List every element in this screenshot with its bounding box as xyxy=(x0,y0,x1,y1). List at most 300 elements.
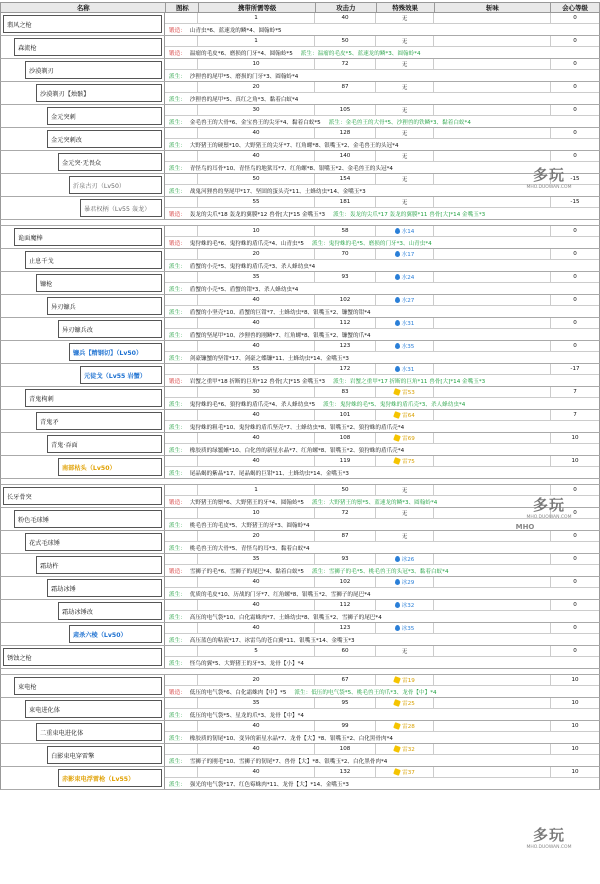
weapon-materials: 派生： 怪鸟的翼*5、大野猪王的牙*3、龙骨【小】*4 xyxy=(169,660,304,667)
weapon-icon-cell xyxy=(165,249,198,259)
weapon-table xyxy=(0,2,600,790)
watermark-logo: MHO xyxy=(515,523,535,531)
weapon-effect: 雷53 xyxy=(376,387,434,397)
weapon-effect: 冰26 xyxy=(376,554,434,564)
watermark-site: MHO.DUOWAN.COM xyxy=(526,515,572,520)
weapon-materials: 锻造： 低压的电气袋*6、白化霜蛛肉【中】*5 派生：低压的电气袋*5、桃毛兽王的爪*3、龙骨【中】*4 xyxy=(169,689,437,696)
weapon-attack: 95 xyxy=(315,698,376,708)
weapon-crit: 10 xyxy=(571,769,579,775)
weapon-icon-cell xyxy=(165,36,198,46)
weapon-crit: -15 xyxy=(570,199,580,205)
weapon-icon-cell xyxy=(165,295,198,305)
weapon-row xyxy=(0,387,600,410)
thunder-element-icon xyxy=(393,768,401,776)
weapon-crit: 0 xyxy=(573,130,577,136)
weapon-materials: 派生： 盾蟹的小壳*5、盾蟹的钳*3、杀人蜂幼虫*4 xyxy=(169,286,299,293)
weapon-name-cell xyxy=(1,387,165,409)
weapon-name-cell xyxy=(1,249,165,271)
weapon-crit: 10 xyxy=(571,435,579,441)
weapon-effect: 水24 xyxy=(376,272,434,282)
weapon-attack: 123 xyxy=(315,341,376,351)
weapon-attack: 123 xyxy=(315,623,376,633)
weapon-crit: 0 xyxy=(573,533,577,539)
weapon-row xyxy=(0,197,600,220)
weapon-attack: 58 xyxy=(315,226,376,236)
weapon-sharpness xyxy=(434,318,551,328)
weapon-name-cell xyxy=(1,410,165,432)
header-effect: 特殊效果 xyxy=(377,3,435,12)
weapon-effect: 雷69 xyxy=(376,433,434,443)
weapon-level: 35 xyxy=(198,554,315,564)
weapon-crit: 7 xyxy=(573,412,577,418)
thunder-element-icon xyxy=(393,457,401,465)
weapon-name[interactable]: 元徒戈（Lv55 岩蟹） xyxy=(80,366,162,384)
weapon-materials: 锻造： 雪狮子的毛*6、雪狮子的尾巴*4、黏着白蚁*5 派生：雪狮子的毛*5、桃毛兽王的头冠*3、黏着白蚁*4 xyxy=(169,568,449,575)
weapon-level: 40 xyxy=(198,721,315,731)
weapon-name-cell xyxy=(1,623,165,645)
weapon-crit: 0 xyxy=(573,487,577,493)
weapon-name-cell xyxy=(1,226,165,248)
weapon-name[interactable]: 沙漠剃刃 xyxy=(25,61,162,79)
weapon-sharpness xyxy=(434,36,551,46)
weapon-level: 20 xyxy=(198,82,315,92)
weapon-sharpness xyxy=(434,456,551,466)
weapon-row xyxy=(0,364,600,387)
weapon-sharpness xyxy=(434,767,551,777)
weapon-level: 55 xyxy=(198,364,315,374)
weapon-sharpness xyxy=(434,82,551,92)
weapon-effect: 无 xyxy=(376,13,434,23)
weapon-name[interactable]: 青鬼枸刺 xyxy=(25,389,162,407)
weapon-materials: 锻造： 山青虫*6、蓝速龙的鳞*4、圆翰蛉*5 xyxy=(169,27,282,34)
weapon-crit: 0 xyxy=(573,15,577,21)
weapon-crit: 0 xyxy=(573,579,577,585)
weapon-crit: 0 xyxy=(573,38,577,44)
weapon-level: 1 xyxy=(198,485,315,495)
weapon-name[interactable]: 镰枪 xyxy=(36,274,162,292)
weapon-attack: 60 xyxy=(315,646,376,656)
weapon-attack: 40 xyxy=(315,13,376,23)
weapon-level: 40 xyxy=(198,410,315,420)
weapon-attack: 112 xyxy=(315,318,376,328)
weapon-crit: 0 xyxy=(573,297,577,303)
weapon-name-cell xyxy=(1,698,165,720)
weapon-effect: 无 xyxy=(376,151,434,161)
weapon-row xyxy=(0,433,600,456)
weapon-effect: 无 xyxy=(376,105,434,115)
weapon-effect: 雷75 xyxy=(376,456,434,466)
weapon-name[interactable]: 霜劫冰锤 xyxy=(47,579,162,597)
weapon-attack: 108 xyxy=(315,433,376,443)
weapon-name[interactable]: 长牙骨突 xyxy=(3,487,162,505)
header-crit: 会心等级 xyxy=(562,4,588,12)
weapon-name-cell xyxy=(1,13,165,35)
weapon-name[interactable]: 霜劫杵 xyxy=(36,556,162,574)
water-element-icon xyxy=(395,579,400,585)
water-element-icon xyxy=(395,228,400,234)
weapon-name[interactable]: 沙漠剃刃【烛骸】 xyxy=(36,84,162,102)
weapon-row xyxy=(0,36,600,59)
weapon-icon-cell xyxy=(165,318,198,328)
weapon-name[interactable]: 暴君权柄（Lv55 轰龙） xyxy=(80,199,162,217)
weapon-attack: 108 xyxy=(315,744,376,754)
weapon-row xyxy=(0,744,600,767)
weapon-row xyxy=(0,577,600,600)
weapon-icon-cell xyxy=(165,226,198,236)
weapon-row xyxy=(0,646,600,669)
water-element-icon xyxy=(395,251,400,257)
weapon-name[interactable]: 束电进化体 xyxy=(25,700,162,718)
weapon-level: 20 xyxy=(198,531,315,541)
weapon-crit: 0 xyxy=(573,228,577,234)
weapon-crit: 10 xyxy=(571,458,579,464)
weapon-crit: 0 xyxy=(573,648,577,654)
weapon-crit: 10 xyxy=(571,746,579,752)
weapon-name[interactable]: 翡风之枪 xyxy=(3,15,162,33)
weapon-materials: 派生： 橡胶质的韧尾*10、变异的新星水晶*7、龙骨【大】*8、银嘴玉*2、白化黑骨肉*4 xyxy=(169,735,393,742)
weapon-materials: 派生： 盾蟹的小壳*5、鬼狩蛛的盾爪壳*3、杀人蜂幼虫*4 xyxy=(169,263,316,270)
weapon-name-cell xyxy=(1,675,165,697)
weapon-icon-cell xyxy=(165,82,198,92)
weapon-name[interactable]: 沂泉古刃（Lv50） xyxy=(69,176,162,194)
weapon-name-cell xyxy=(1,554,165,576)
weapon-effect: 无 xyxy=(376,82,434,92)
weapon-crit: 0 xyxy=(573,602,577,608)
water-element-icon xyxy=(395,556,400,562)
header-level: 携带所需等级 xyxy=(199,3,316,12)
weapon-crit: -15 xyxy=(570,176,580,182)
weapon-name[interactable]: 霜劫冰锤改 xyxy=(58,602,162,620)
weapon-attack: 105 xyxy=(315,105,376,115)
watermark-site: MHO.DUOWAN.COM xyxy=(526,845,572,850)
weapon-sharpness xyxy=(434,197,551,207)
weapon-effect: 水14 xyxy=(376,226,434,236)
weapon-effect: 无 xyxy=(376,197,434,207)
weapon-sharpness xyxy=(434,698,551,708)
weapon-icon-cell xyxy=(165,197,198,207)
weapon-row xyxy=(0,554,600,577)
weapon-sharpness xyxy=(434,410,551,420)
water-element-icon xyxy=(395,297,400,303)
weapon-name[interactable]: 异刃镰兵改 xyxy=(58,320,162,338)
weapon-attack: 132 xyxy=(315,767,376,777)
weapon-name[interactable]: 赤影束电浮雷枪（Lv55） xyxy=(58,769,162,787)
weapon-name-cell xyxy=(1,128,165,150)
weapon-sharpness xyxy=(434,128,551,138)
weapon-sharpness xyxy=(434,105,551,115)
weapon-sharpness xyxy=(434,744,551,754)
weapon-level: 10 xyxy=(198,226,315,236)
watermark-text: 多玩 xyxy=(532,166,565,184)
weapon-level: 35 xyxy=(198,698,315,708)
weapon-name[interactable]: 青鬼·吞面 xyxy=(47,435,162,453)
weapon-attack: 140 xyxy=(315,151,376,161)
weapon-materials: 派生： 高压蓝色的粘液*17、冰雷鸟的苍白翼*11、银嘴玉*14、金嘴玉*3 xyxy=(169,637,355,644)
weapon-materials: 锻造： 鬼狩蛛的毛*6、鬼狩蛛的盾爪壳*4、山青虫*5 派生：鬼狩蛛的毛*5、磨损的门牙*3、山青虫*4 xyxy=(169,240,432,247)
weapon-effect: 冰29 xyxy=(376,577,434,587)
weapon-name-cell xyxy=(1,485,165,507)
weapon-name-cell xyxy=(1,456,165,478)
weapon-materials: 派生： 金毛兽王的大骨*6、金宝兽王的尖牙*4、黏着白蚁*5 派生：金毛兽王的大骨*5、沙狸兽的铁鳞*3、黏着白蚁*4 xyxy=(169,119,471,126)
weapon-icon-cell xyxy=(165,364,198,374)
weapon-effect: 雷64 xyxy=(376,410,434,420)
weapon-attack: 70 xyxy=(315,249,376,259)
weapon-sharpness xyxy=(434,249,551,259)
weapon-row xyxy=(0,59,600,82)
weapon-materials: 派生： 沙狸兽的尾甲*5、真红之角*3、黏着白蚁*4 xyxy=(169,96,299,103)
weapon-row xyxy=(0,600,600,623)
weapon-crit: 0 xyxy=(573,84,577,90)
weapon-attack: 128 xyxy=(315,128,376,138)
weapon-name[interactable]: 止息千戈 xyxy=(25,251,162,269)
weapon-name-cell xyxy=(1,174,165,196)
weapon-row xyxy=(0,531,600,554)
weapon-name-cell xyxy=(1,105,165,127)
weapon-icon-cell xyxy=(165,623,198,633)
weapon-effect: 无 xyxy=(376,174,434,184)
weapon-attack: 101 xyxy=(315,410,376,420)
weapon-materials: 派生： 盾蟹的坚尾甲*10、沙狸兽的刚鳞*7、红角螺*8、银嘴玉*2、镰蟹的爪*4 xyxy=(169,332,371,339)
weapon-name-cell xyxy=(1,744,165,766)
water-element-icon xyxy=(395,602,400,608)
weapon-icon-cell xyxy=(165,387,198,397)
weapon-sharpness xyxy=(434,577,551,587)
weapon-row xyxy=(0,767,600,790)
watermark-text: 多玩 xyxy=(532,496,565,514)
weapon-name[interactable]: 二重束电进化体 xyxy=(36,723,162,741)
header-attack: 攻击力 xyxy=(316,3,377,12)
weapon-level: 5 xyxy=(198,646,315,656)
weapon-icon-cell xyxy=(165,675,198,685)
weapon-materials: 派生： 战鬼河狸兽的坚尾甲*17、坚固的蛋头壳*11、土蜂幼虫*14、金嘴玉*3 xyxy=(169,188,366,195)
weapon-effect: 无 xyxy=(376,531,434,541)
weapon-materials: 锻造： 大野猪王的鬃*6、大野猪王的牙*4、圆翰蛉*5 派生：大野猪王的鬃*5、蓝速龙的鳞*3、圆翰蛉*4 xyxy=(169,499,438,506)
weapon-sharpness xyxy=(434,59,551,69)
weapon-name-cell xyxy=(1,433,165,455)
weapon-name[interactable]: 花式毛球锤 xyxy=(25,533,162,551)
weapon-sharpness xyxy=(434,151,551,161)
weapon-row xyxy=(0,721,600,744)
weapon-name[interactable]: 镰兵【精钢切】（Lv50） xyxy=(69,343,162,361)
weapon-name-cell xyxy=(1,600,165,622)
water-element-icon xyxy=(395,343,400,349)
weapon-name[interactable]: 束电枪 xyxy=(14,677,162,695)
weapon-effect: 雷37 xyxy=(376,767,434,777)
weapon-icon-cell xyxy=(165,151,198,161)
weapon-materials: 派生： 优质的毛皮*10、历战的门牙*7、红角螺*8、银嘴玉*2、雪狮子的尾巴*4 xyxy=(169,591,371,598)
weapon-level: 20 xyxy=(198,675,315,685)
weapon-name-cell xyxy=(1,295,165,317)
water-element-icon xyxy=(395,366,400,372)
weapon-materials: 派生： 尾晶蝎的紫晶*17、尾晶蝎的巨钳*11、土蜂幼虫*14、金嘴玉*3 xyxy=(169,470,349,477)
weapon-attack: 93 xyxy=(315,554,376,564)
weapon-attack: 154 xyxy=(315,174,376,184)
weapon-name[interactable]: 锈蚀之枪 xyxy=(3,648,162,666)
weapon-icon-cell xyxy=(165,433,198,443)
header-name: 名称 xyxy=(1,3,166,12)
watermark xyxy=(504,165,594,189)
weapon-materials: 派生： 高压的电气袋*10、白化霜蛛肉*7、土蜂幼虫*8、银嘴玉*2、雪狮子的尾巴*4 xyxy=(169,614,382,621)
weapon-level: 40 xyxy=(198,151,315,161)
weapon-name[interactable]: 金元突刺改 xyxy=(47,130,162,148)
weapon-sharpness xyxy=(434,721,551,731)
weapon-sharpness xyxy=(434,387,551,397)
weapon-level: 40 xyxy=(198,318,315,328)
weapon-materials: 派生： 桃毛兽王的毛皮*5、大野猪王的牙*3、圆翰蛉*4 xyxy=(169,522,310,529)
weapon-name[interactable]: 青鬼矛 xyxy=(36,412,162,430)
weapon-effect: 无 xyxy=(376,128,434,138)
weapon-materials: 锻造： 岩蟹之重甲*18 折断的巨角*12 兽骨[大]*15 金嘴玉*3 派生：岩蟹之重甲*17 折断的巨角*11 兽骨[大]*14 金嘴玉*3 xyxy=(169,378,486,385)
weapon-attack: 102 xyxy=(315,577,376,587)
weapon-crit: 0 xyxy=(573,343,577,349)
weapon-attack: 172 xyxy=(315,364,376,374)
weapon-level: 55 xyxy=(198,197,315,207)
weapon-level: 40 xyxy=(198,744,315,754)
weapon-icon-cell xyxy=(165,698,198,708)
weapon-icon-cell xyxy=(165,554,198,564)
weapon-icon-cell xyxy=(165,767,198,777)
weapon-level: 40 xyxy=(198,600,315,610)
weapon-effect: 水17 xyxy=(376,249,434,259)
thunder-element-icon xyxy=(393,411,401,419)
weapon-materials: 派生： 橡胶质的绿鬣蜥*10、白化兽的新星水晶*7、红角螺*8、银嘴玉*2、狼狩蛛的盾爪壳*4 xyxy=(169,447,405,454)
weapon-row xyxy=(0,82,600,105)
weapon-name[interactable]: 森流枪 xyxy=(14,38,162,56)
weapon-icon-cell xyxy=(165,744,198,754)
weapon-row xyxy=(0,341,600,364)
weapon-materials: 派生： 大野猪王的硬鬃*10、大野猪王的尖牙*7、红角螺*8、银嘴玉*2、金毛兽王的头冠*4 xyxy=(169,142,399,149)
weapon-icon-cell xyxy=(165,128,198,138)
weapon-attack: 50 xyxy=(315,36,376,46)
weapon-effect: 水35 xyxy=(376,341,434,351)
weapon-name[interactable]: 白影束电穿雷擎 xyxy=(47,746,162,764)
weapon-attack: 72 xyxy=(315,59,376,69)
weapon-name[interactable]: 金元突·无畏众 xyxy=(58,153,162,171)
weapon-crit: 0 xyxy=(573,556,577,562)
weapon-name-cell xyxy=(1,197,165,219)
weapon-effect: 冰32 xyxy=(376,600,434,610)
weapon-crit: 0 xyxy=(573,510,577,516)
thunder-element-icon xyxy=(393,722,401,730)
weapon-attack: 87 xyxy=(315,82,376,92)
table-header xyxy=(0,2,600,13)
weapon-name[interactable]: 金元突刺 xyxy=(47,107,162,125)
weapon-row xyxy=(0,410,600,433)
weapon-level: 20 xyxy=(198,249,315,259)
weapon-icon-cell xyxy=(165,577,198,587)
weapon-sharpness xyxy=(434,646,551,656)
weapon-name[interactable]: 异刃镰兵 xyxy=(47,297,162,315)
thunder-element-icon xyxy=(393,745,401,753)
weapon-crit: 0 xyxy=(573,153,577,159)
weapon-name[interactable]: 肃杀六棱（Lv50） xyxy=(69,625,162,643)
weapon-icon-cell xyxy=(165,13,198,23)
weapon-sharpness xyxy=(434,623,551,633)
weapon-sharpness xyxy=(434,600,551,610)
water-element-icon xyxy=(395,625,400,631)
weapon-level: 40 xyxy=(198,623,315,633)
weapon-attack: 112 xyxy=(315,600,376,610)
weapon-level: 40 xyxy=(198,577,315,587)
weapon-crit: 0 xyxy=(573,320,577,326)
weapon-effect: 雷25 xyxy=(376,698,434,708)
weapon-attack: 93 xyxy=(315,272,376,282)
weapon-row xyxy=(0,128,600,151)
weapon-icon-cell xyxy=(165,272,198,282)
weapon-name-cell xyxy=(1,272,165,294)
weapon-icon-cell xyxy=(165,600,198,610)
weapon-attack: 83 xyxy=(315,387,376,397)
weapon-row xyxy=(0,226,600,249)
weapon-level: 40 xyxy=(198,295,315,305)
weapon-icon-cell xyxy=(165,485,198,495)
thunder-element-icon xyxy=(393,699,401,707)
watermark xyxy=(504,825,594,849)
weapon-name-cell xyxy=(1,151,165,173)
header-icon: 图标 xyxy=(166,3,199,12)
weapon-materials: 派生： 剑豪镰蟹的坚钳*17、剑豪之蝶镰*11、土蜂幼虫*14、金嘴玉*3 xyxy=(169,355,349,362)
weapon-name-cell xyxy=(1,318,165,340)
weapon-attack: 72 xyxy=(315,508,376,518)
weapon-icon-cell xyxy=(165,174,198,184)
weapon-row xyxy=(0,675,600,698)
weapon-crit: 10 xyxy=(571,723,579,729)
weapon-attack: 102 xyxy=(315,295,376,305)
weapon-name-cell xyxy=(1,767,165,789)
weapon-crit: 7 xyxy=(573,389,577,395)
watermark-text: 多玩 xyxy=(532,826,565,844)
weapon-level: 50 xyxy=(198,174,315,184)
weapon-crit: -17 xyxy=(570,366,580,372)
weapon-name[interactable]: 诡面魔棒 xyxy=(14,228,162,246)
weapon-sharpness xyxy=(434,554,551,564)
weapon-materials: 派生： 强光的电气袋*17、红色霉蛛肉*11、龙骨【大】*14、金嘴玉*3 xyxy=(169,781,349,788)
weapon-icon-cell xyxy=(165,721,198,731)
weapon-attack: 87 xyxy=(315,531,376,541)
weapon-effect: 无 xyxy=(376,646,434,656)
weapon-icon-cell xyxy=(165,456,198,466)
weapon-level: 10 xyxy=(198,59,315,69)
weapon-icon-cell xyxy=(165,410,198,420)
weapon-icon-cell xyxy=(165,646,198,656)
weapon-row xyxy=(0,318,600,341)
weapon-attack: 99 xyxy=(315,721,376,731)
water-element-icon xyxy=(395,320,400,326)
weapon-materials: 派生： 雪狮子的刚毛*10、雪狮子的韧尾*7、兽骨【大】*8、银嘴玉*2、白化黑骨肉*4 xyxy=(169,758,388,765)
weapon-name-cell xyxy=(1,341,165,363)
weapon-name-cell xyxy=(1,36,165,58)
weapon-effect: 无 xyxy=(376,508,434,518)
weapon-crit: 0 xyxy=(573,274,577,280)
weapon-attack: 50 xyxy=(315,485,376,495)
weapon-effect: 雷32 xyxy=(376,744,434,754)
weapon-materials: 派生： 鬼狩蛛的毛*6、狼狩蛛的盾爪壳*4、杀人蜂幼虫*5 派生：鬼狩蛛的毛*5、鬼狩蛛的盾爪壳*3、杀人蜂幼虫*4 xyxy=(169,401,466,408)
weapon-crit: 0 xyxy=(573,625,577,631)
weapon-level: 30 xyxy=(198,105,315,115)
weapon-name-cell xyxy=(1,646,165,668)
weapon-effect: 雷28 xyxy=(376,721,434,731)
weapon-row xyxy=(0,623,600,646)
weapon-name[interactable]: 粉色毛球锤 xyxy=(14,510,162,528)
weapon-icon-cell xyxy=(165,341,198,351)
weapon-name[interactable]: 南部枯头（Lv50） xyxy=(58,458,162,476)
weapon-attack: 181 xyxy=(315,197,376,207)
weapon-icon-cell xyxy=(165,59,198,69)
weapon-attack: 119 xyxy=(315,456,376,466)
weapon-effect: 无 xyxy=(376,485,434,495)
weapon-crit: 0 xyxy=(573,107,577,113)
weapon-name-cell xyxy=(1,577,165,599)
